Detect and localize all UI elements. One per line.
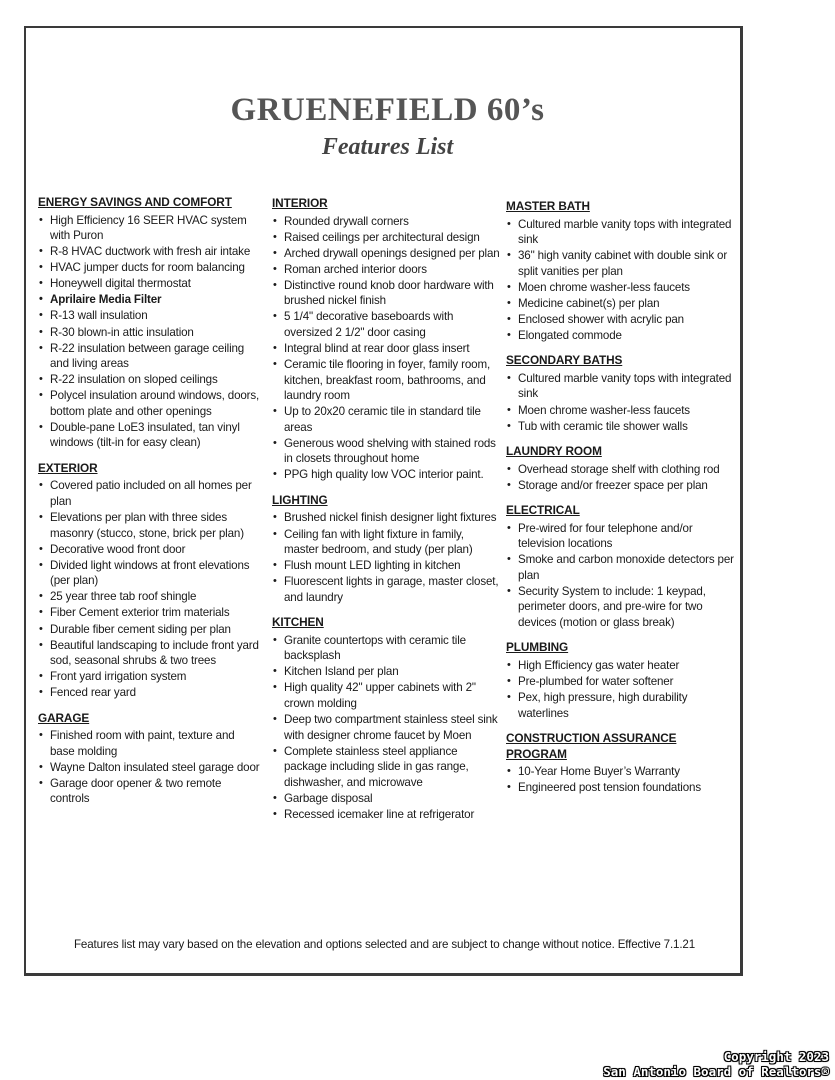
feature-item: • Integral blind at rear door glass insert <box>272 341 500 357</box>
feature-item: • Up to 20x20 ceramic tile in standard tile areas <box>272 404 500 435</box>
feature-item: • Cultured marble vanity tops with integrated sink <box>506 371 734 402</box>
feature-item: • HVAC jumper ducts for room balancing <box>38 260 260 276</box>
copyright-line: Copyright 2023 <box>723 1049 829 1064</box>
feature-item: • PPG high quality low VOC interior paint. <box>272 467 500 483</box>
feature-item: • Covered patio included on all homes per plan <box>38 478 260 509</box>
feature-list <box>272 633 500 823</box>
column-middle <box>272 196 500 823</box>
feature-list <box>272 214 500 483</box>
feature-list <box>38 728 260 807</box>
feature-item: • Security System to include: 1 keypad, perimeter doors, and pre-wire for two devices (motion or glass break) <box>506 584 734 631</box>
section-secondary-baths <box>506 353 734 434</box>
section-interior <box>272 196 500 483</box>
feature-item: • Complete stainless steel appliance package including slide in gas range, dishwasher, and microwave <box>272 744 500 791</box>
feature-list <box>506 521 734 631</box>
feature-item: • Tub with ceramic tile shower walls <box>506 419 734 435</box>
feature-item: • R-22 insulation between garage ceiling and living areas <box>38 341 260 372</box>
feature-item: • Aprilaire Media Filter <box>38 292 260 308</box>
copyright-watermark <box>603 1049 829 1079</box>
section-title: LAUNDRY ROOM <box>506 444 602 459</box>
feature-item: • High quality 42" upper cabinets with 2" crown molding <box>272 680 500 711</box>
feature-item: • Pre-plumbed for water softener <box>506 674 734 690</box>
section-title: CONSTRUCTION ASSURANCE PROGRAM <box>506 731 677 761</box>
section-lighting <box>272 493 500 605</box>
section-energy <box>38 195 260 451</box>
feature-item: • 25 year three tab roof shingle <box>38 589 260 605</box>
section-title: LIGHTING <box>272 492 328 507</box>
column-left <box>38 195 260 808</box>
feature-item: • Wayne Dalton insulated steel garage door <box>38 760 260 776</box>
section-laundry <box>506 444 734 493</box>
feature-item: • Fiber Cement exterior trim materials <box>38 605 260 621</box>
section-title: GARAGE <box>38 710 90 725</box>
feature-item: • R-30 blown-in attic insulation <box>38 325 260 341</box>
feature-list <box>506 371 734 434</box>
feature-item: • High Efficiency 16 SEER HVAC system with Puron <box>38 213 260 244</box>
copyright-line: San Antonio Board of Realtors® <box>603 1064 829 1079</box>
feature-item: • High Efficiency gas water heater <box>506 658 734 674</box>
feature-item: • Honeywell digital thermostat <box>38 276 260 292</box>
feature-list <box>38 478 260 700</box>
column-right <box>506 199 734 796</box>
feature-item: • Cultured marble vanity tops with integrated sink <box>506 217 734 248</box>
section-title: ENERGY SAVINGS AND COMFORT <box>38 195 232 209</box>
section-title: KITCHEN <box>272 615 324 630</box>
feature-item: • Pre-wired for four telephone and/or television locations <box>506 521 734 552</box>
feature-item: • Fenced rear yard <box>38 685 260 701</box>
feature-item: • R-13 wall insulation <box>38 308 260 324</box>
feature-item: • Moen chrome washer-less faucets <box>506 280 734 296</box>
feature-item: • Engineered post tension foundations <box>506 780 734 796</box>
feature-item: • Medicine cabinet(s) per plan <box>506 296 734 312</box>
feature-item: • Rounded drywall corners <box>272 214 500 230</box>
feature-item: • Decorative wood front door <box>38 542 260 558</box>
feature-item: • Smoke and carbon monoxide detectors per plan <box>506 552 734 583</box>
section-title: INTERIOR <box>272 196 328 210</box>
feature-list <box>506 217 734 344</box>
feature-list <box>272 510 500 605</box>
feature-item: • Elevations per plan with three sides masonry (stucco, stone, brick per plan) <box>38 510 260 541</box>
feature-item: • Storage and/or freezer space per plan <box>506 478 734 494</box>
feature-item: • Kitchen Island per plan <box>272 664 500 680</box>
page-subtitle: Features List <box>321 134 454 160</box>
feature-item: • Durable fiber cement siding per plan <box>38 622 260 638</box>
feature-list <box>38 213 260 451</box>
feature-item: • Ceiling fan with light fixture in family, master bedroom, and study (per plan) <box>272 527 500 558</box>
feature-item: • Roman arched interior doors <box>272 262 500 278</box>
feature-item: • Garage door opener & two remote controls <box>38 776 260 807</box>
feature-item: • Front yard irrigation system <box>38 669 260 685</box>
feature-item: • 5 1/4" decorative baseboards with oversized 2 1/2" door casing <box>272 309 500 340</box>
feature-item: • Granite countertops with ceramic tile backsplash <box>272 633 500 664</box>
feature-item: • R-8 HVAC ductwork with fresh air intake <box>38 244 260 260</box>
feature-item: • Overhead storage shelf with clothing rod <box>506 462 734 478</box>
section-plumbing <box>506 640 734 721</box>
feature-item: • Moen chrome washer-less faucets <box>506 403 734 419</box>
feature-item: • Recessed icemaker line at refrigerator <box>272 807 500 823</box>
feature-item: • Flush mount LED lighting in kitchen <box>272 558 500 574</box>
page-title: GRUENEFIELD 60’s <box>230 92 545 128</box>
section-title: MASTER BATH <box>506 199 590 213</box>
section-construction <box>506 731 734 796</box>
feature-item: • Polycel insulation around windows, doors, bottom plate and other openings <box>38 388 260 419</box>
feature-item: • Enclosed shower with acrylic pan <box>506 312 734 328</box>
feature-item: • Double-pane LoE3 insulated, tan vinyl windows (tilt-in for easy clean) <box>38 420 260 451</box>
feature-item: • Distinctive round knob door hardware with brushed nickel finish <box>272 278 500 309</box>
feature-item: • Pex, high pressure, high durability waterlines <box>506 690 734 721</box>
feature-item: • Raised ceilings per architectural design <box>272 230 500 246</box>
feature-item: • Ceramic tile flooring in foyer, family room, kitchen, breakfast room, bathrooms, and laundry room <box>272 357 500 404</box>
section-electrical <box>506 503 734 630</box>
feature-item: • Arched drywall openings designed per plan <box>272 246 500 262</box>
feature-item: • 10-Year Home Buyer’s Warranty <box>506 764 734 780</box>
section-exterior <box>38 461 260 701</box>
feature-item: • Finished room with paint, texture and base molding <box>38 728 260 759</box>
feature-item: • Beautiful landscaping to include front yard sod, seasonal shrubs & two trees <box>38 638 260 669</box>
feature-item: • R-22 insulation on sloped ceilings <box>38 372 260 388</box>
section-title: PLUMBING <box>506 640 569 655</box>
feature-list <box>506 658 734 721</box>
section-kitchen <box>272 615 500 822</box>
section-master-bath <box>506 199 734 343</box>
section-title: EXTERIOR <box>38 460 98 475</box>
section-title: ELECTRICAL <box>506 503 580 518</box>
footnote: Features list may vary based on the elevation and options selected and are subject to change without notice. Effective 7.1.21 <box>74 938 696 951</box>
feature-item: • Deep two compartment stainless steel sink with designer chrome faucet by Moen <box>272 712 500 743</box>
feature-item: • Elongated commode <box>506 328 734 344</box>
section-title: SECONDARY BATHS <box>506 353 623 368</box>
feature-item: • Generous wood shelving with stained rods in closets throughout home <box>272 436 500 467</box>
feature-item: • 36" high vanity cabinet with double sink or split vanities per plan <box>506 248 734 279</box>
feature-item: • Garbage disposal <box>272 791 500 807</box>
feature-item: • Divided light windows at front elevations (per plan) <box>38 558 260 589</box>
feature-item: • Brushed nickel finish designer light fixtures <box>272 510 500 526</box>
feature-item: • Fluorescent lights in garage, master closet, and laundry <box>272 574 500 605</box>
feature-list <box>506 462 734 494</box>
feature-list <box>506 764 734 796</box>
section-garage <box>38 711 260 807</box>
